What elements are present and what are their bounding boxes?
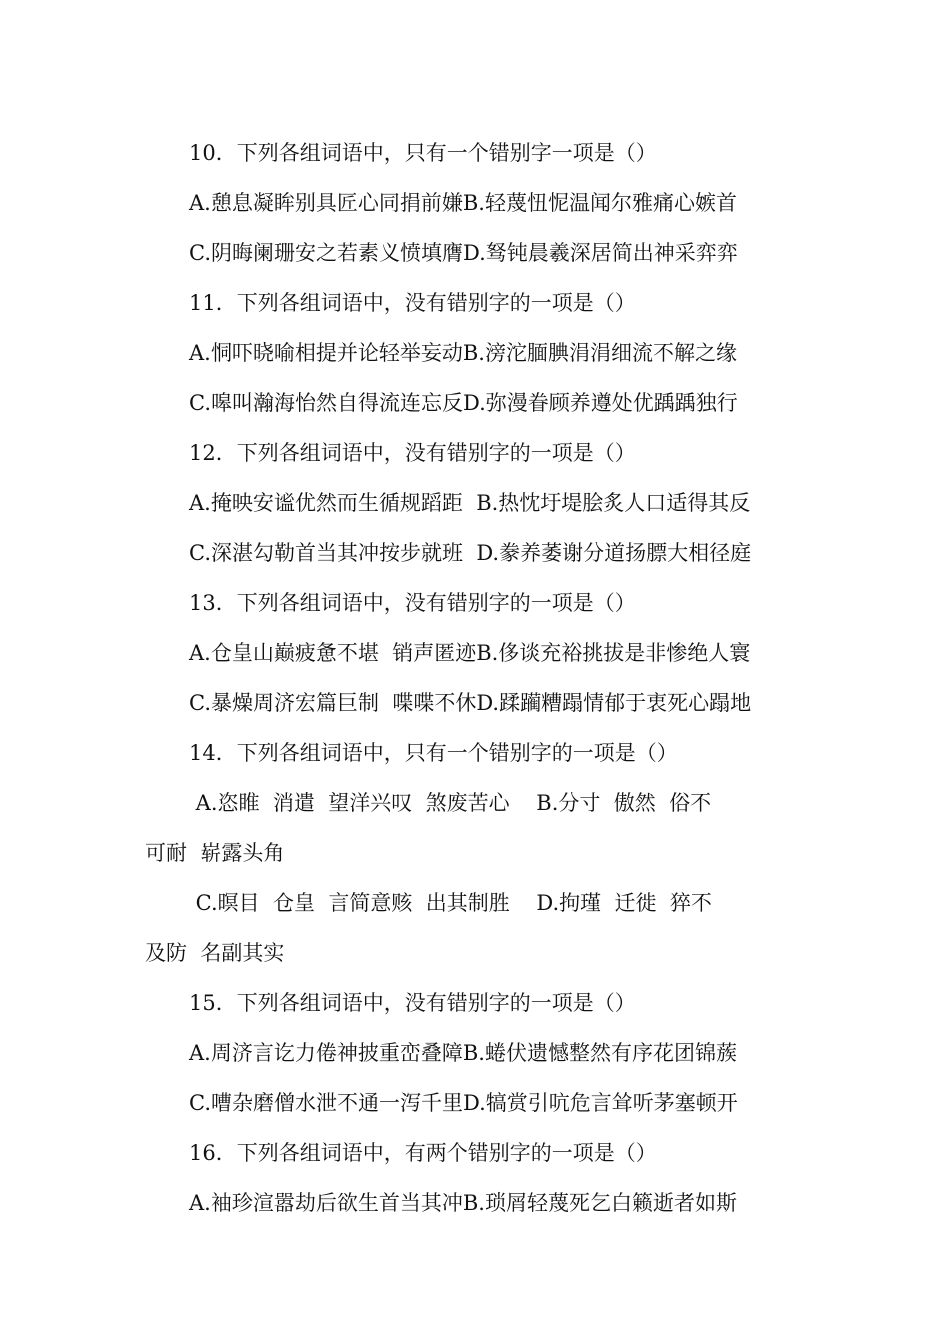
question-11: 11．下列各组词语中，没有错别字的一项是（） (189, 291, 636, 315)
question-10: 10．下列各组词语中，只有一个错别字一项是（） (189, 141, 657, 165)
option-line: A.憩息凝眸别具匠心同捐前嫌B.轻蔑忸怩温闻尔雅痛心嫉首 (189, 191, 737, 215)
option-line-continuation: 及防 名副其实 (145, 941, 285, 965)
option-line: C.嗥叫瀚海怡然自得流连忘反D.弥漫眷顾养遵处优踽踽独行 (189, 391, 738, 415)
option-line: C.暴燥周济宏篇巨制 喋喋不休D.蹂躏糟蹋情郁于衷死心蹋地 (189, 691, 752, 715)
question-13: 13．下列各组词语中，没有错别字的一项是（） (189, 591, 636, 615)
option-line: A.周济言讫力倦神披重峦叠障B.蜷伏遗憾整然有序花团锦蔟 (189, 1041, 737, 1065)
question-14: 14．下列各组词语中，只有一个错别字的一项是（） (189, 741, 678, 765)
question-15: 15．下列各组词语中，没有错别字的一项是（） (189, 991, 636, 1015)
option-line: A.恣睢 消遣 望洋兴叹 煞废苦心 B.分寸 傲然 俗不 (189, 791, 712, 815)
option-line: A.仓皇山巅疲惫不堪 销声匿迹B.侈谈充裕挑拔是非惨绝人寰 (189, 641, 751, 665)
option-line-continuation: 可耐 崭露头角 (145, 841, 285, 865)
option-line: C.阴晦阑珊安之若素义愤填膺D.驽钝晨羲深居简出神采弈弈 (189, 241, 738, 265)
option-line: A.恫吓晓喻相提并论轻举妄动B.滂沱腼腆涓涓细流不解之缘 (189, 341, 737, 365)
question-16: 16．下列各组词语中，有两个错别字的一项是（） (189, 1141, 657, 1165)
option-line: A.袖珍渲嚣劫后欲生首当其冲B.琐屑轻蔑死乞白籁逝者如斯 (189, 1191, 737, 1215)
text-body (145, 128, 825, 1228)
option-line: A.掩映安谧优然而生循规蹈距 B.热忱圩堤脍炙人口适得其反 (189, 491, 751, 515)
option-line: C.嘈杂磨僧水泄不通一泻千里D.犒赏引吭危言耸听茅塞顿开 (189, 1091, 738, 1115)
option-line: C.深湛勾勒首当其冲按步就班 D.豢养萎谢分道扬膘大相径庭 (189, 541, 752, 565)
option-line: C.暝目 仓皇 言简意赅 出其制胜 D.拘瑾 迁徙 猝不 (189, 891, 712, 915)
question-12: 12．下列各组词语中，没有错别字的一项是（） (189, 441, 636, 465)
